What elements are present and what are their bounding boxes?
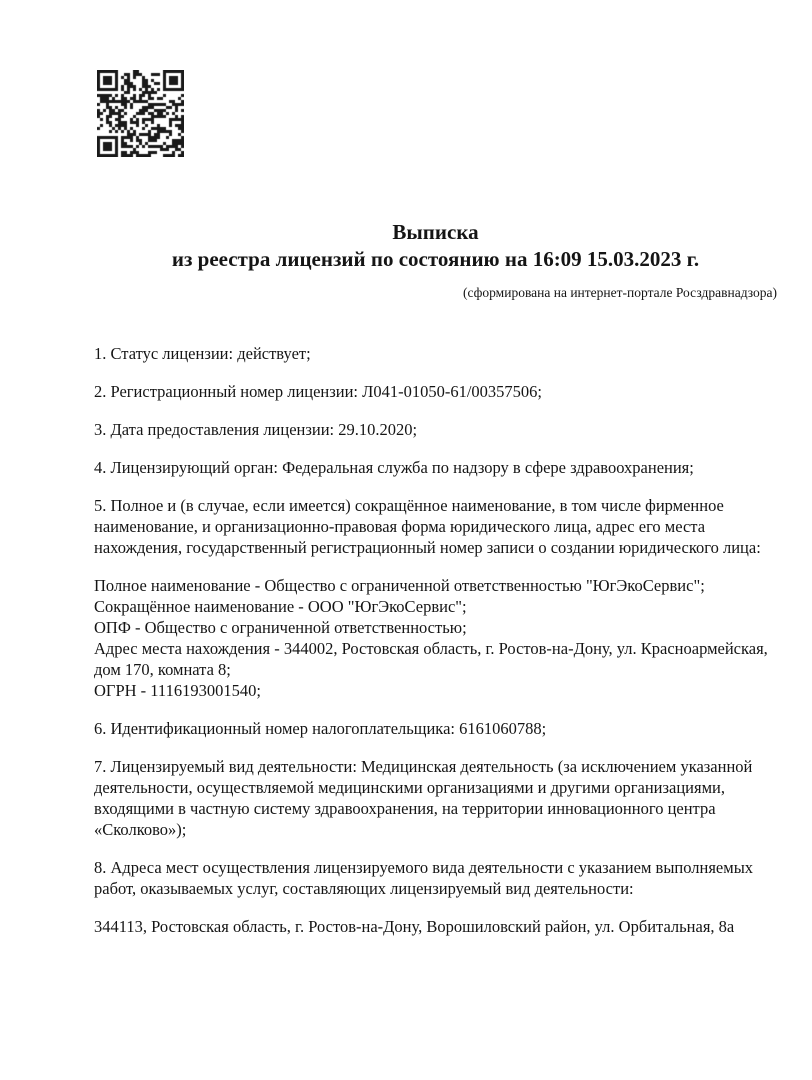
document-title bbox=[94, 219, 777, 273]
qr-code-canvas bbox=[97, 70, 184, 157]
paragraph-grant-date: 3. Дата предоставления лицензии: 29.10.2020; bbox=[94, 420, 418, 439]
org-legal-form: ОПФ - Общество с ограниченной ответственностью; bbox=[94, 618, 467, 637]
paragraph-inn: 6. Идентификационный номер налогоплательщика: 6161060788; bbox=[94, 719, 547, 738]
organization-details bbox=[94, 575, 777, 701]
paragraph-licensing-authority: 4. Лицензирующий орган: Федеральная служба по надзору в сфере здравоохранения; bbox=[94, 458, 694, 477]
document-title-line-2: из реестра лицензий по состоянию на 16:09 15.03.2023 г. bbox=[171, 247, 700, 271]
org-ogrn: ОГРН - 1116193001540; bbox=[94, 681, 261, 700]
paragraph-activity-addresses-heading: 8. Адреса мест осуществления лицензируемого вида деятельности с указанием выполняемых работ, оказываемых услуг, составляющих лицензируемый вид деятельности: bbox=[94, 858, 754, 898]
org-full-name: Полное наименование - Общество с ограниченной ответственностью "ЮгЭкоСервис"; bbox=[94, 576, 705, 595]
paragraph-activity-address: 344113, Ростовская область, г. Ростов-на-Дону, Ворошиловский район, ул. Орбитальная, 8а bbox=[94, 917, 735, 936]
paragraph-org-name-heading: 5. Полное и (в случае, если имеется) сокращённое наименование, в том числе фирменное наименование, и организационно-правовая форма юридического лица, адрес его места нахождения, государственный регистрационный номер записи о создании юридического лица: bbox=[94, 496, 761, 557]
document-title-line-1: Выписка bbox=[392, 220, 479, 244]
document-body bbox=[94, 343, 777, 954]
paragraph-license-status: 1. Статус лицензии: действует; bbox=[94, 344, 311, 363]
paragraph-registration-number: 2. Регистрационный номер лицензии: Л041-01050-61/00357506; bbox=[94, 382, 542, 401]
document-subtitle: (сформирована на интернет-портале Росздравнадзора) bbox=[462, 285, 777, 300]
paragraph-activity-type: 7. Лицензируемый вид деятельности: Медицинская деятельность (за исключением указанной деятельности, осуществляемой медицинскими организациями и другими организациями, входящими в частную систему здравоохранения, на территории инновационного центра «Сколково»); bbox=[94, 757, 753, 839]
org-short-name: Сокращённое наименование - ООО "ЮгЭкоСервис"; bbox=[94, 597, 467, 616]
org-address: Адрес места нахождения - 344002, Ростовская область, г. Ростов-на-Дону, ул. Красноармейская, дом 170, комната 8; bbox=[94, 639, 768, 679]
qr-code-icon bbox=[97, 70, 184, 157]
